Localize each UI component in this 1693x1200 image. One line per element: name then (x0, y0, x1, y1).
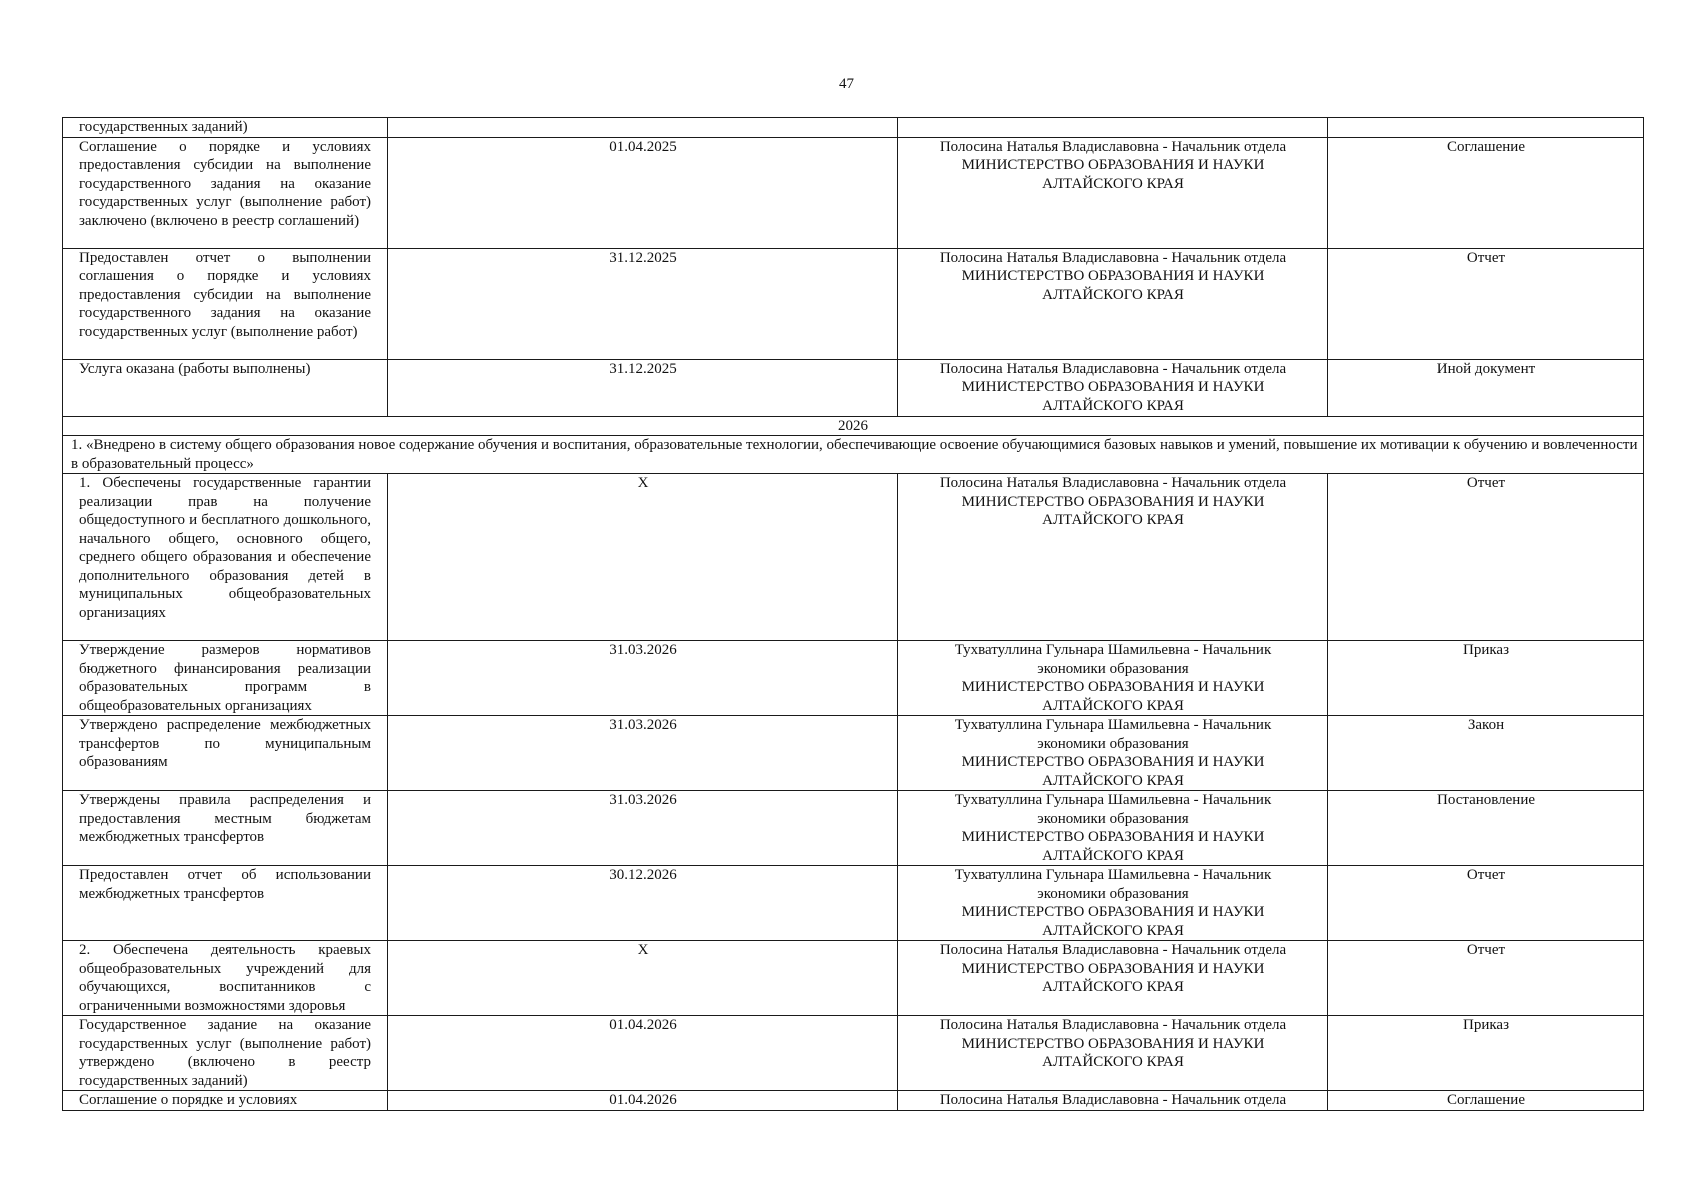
responsible-line: Тухватуллина Гульнара Шамильевна - Начальник (954, 642, 1272, 658)
document-type: Соглашение (1328, 137, 1644, 248)
document-type: Отчет (1328, 866, 1644, 941)
responsible-line: Полосина Наталья Владиславовна - Начальник отдела (939, 249, 1287, 266)
event-description: Утверждено распределение межбюджетных трансфертов по муниципальным образованиям (63, 716, 388, 791)
table-row (63, 1016, 1644, 1091)
table-row (63, 474, 1644, 641)
event-description: Соглашение о порядке и условиях предоставления субсидии на выполнение государственного задания на оказание государственных услуг (выполнение работ) заключено (включено в реестр соглашений) (63, 137, 388, 248)
deadline-date: 01.04.2026 (388, 1091, 898, 1111)
document-type: Постановление (1328, 791, 1644, 866)
responsible-line: Полосина Наталья Владиславовна - Начальник отдела (939, 1092, 1287, 1108)
responsible-person (898, 641, 1328, 716)
table-row (63, 1091, 1644, 1111)
plan-table (62, 117, 1644, 1111)
event-description: Государственное задание на оказание государственных услуг (выполнение работ) утверждено (включено в реестр государственных заданий) (63, 1016, 388, 1091)
responsible-line: АЛТАЙСКОГО КРАЯ (1042, 175, 1184, 192)
document-type: Приказ (1328, 641, 1644, 716)
page-number: 47 (839, 76, 854, 92)
responsible-line: АЛТАЙСКОГО КРАЯ (1042, 979, 1184, 995)
deadline-date: X (388, 941, 898, 1016)
responsible-line: АЛТАЙСКОГО КРАЯ (1042, 922, 1184, 939)
table-row (63, 716, 1644, 791)
responsible-line: МИНИСТЕРСТВО ОБРАЗОВАНИЯ И НАУКИ (961, 157, 1265, 173)
document-type: Отчет (1328, 941, 1644, 1016)
goal-heading: 1. «Внедрено в систему общего образования новое содержание обучения и воспитания, образовательные технологии, обеспечивающие освоение обучающимися базовых навыков и умений, повышение их мотивации к обучению и вовлеченности в образовательный процесс» (63, 436, 1644, 474)
responsible-line: МИНИСТЕРСТВО ОБРАЗОВАНИЯ И НАУКИ (961, 379, 1265, 395)
deadline-date: 31.12.2025 (388, 359, 898, 416)
responsible-person (898, 137, 1328, 248)
responsible-line: АЛТАЙСКОГО КРАЯ (1042, 772, 1184, 789)
table-row (63, 118, 1644, 138)
table-row (63, 359, 1644, 416)
responsible-person (898, 1016, 1328, 1091)
event-description: Предоставлен отчет о выполнении соглашения о порядке и условиях предоставления субсидии на выполнение государственного задания на оказание государственных услуг (выполнение работ) (63, 248, 388, 359)
responsible-line: АЛТАЙСКОГО КРАЯ (1042, 286, 1184, 303)
table-row (63, 137, 1644, 248)
responsible-line: Полосина Наталья Владиславовна - Начальник отдела (939, 942, 1287, 958)
table-row (63, 436, 1644, 474)
deadline-date: 31.03.2026 (388, 641, 898, 716)
deadline-date: 31.12.2025 (388, 248, 898, 359)
document-type: Отчет (1328, 248, 1644, 359)
responsible-line: МИНИСТЕРСТВО ОБРАЗОВАНИЯ И НАУКИ (961, 829, 1265, 845)
document-type: Закон (1328, 716, 1644, 791)
responsible-line: экономики образования (1037, 810, 1189, 827)
responsible-line: МИНИСТЕРСТВО ОБРАЗОВАНИЯ И НАУКИ (961, 493, 1265, 510)
responsible-line: МИНИСТЕРСТВО ОБРАЗОВАНИЯ И НАУКИ (961, 679, 1265, 695)
event-description: Соглашение о порядке и условиях (63, 1091, 388, 1111)
table-row (63, 941, 1644, 1016)
deadline-date: 01.04.2025 (388, 137, 898, 248)
responsible-person (898, 359, 1328, 416)
deadline-date: 30.12.2026 (388, 866, 898, 941)
responsible-person (898, 941, 1328, 1016)
responsible-line: АЛТАЙСКОГО КРАЯ (1042, 847, 1184, 864)
document-type (1328, 118, 1644, 138)
deadline-date: 01.04.2026 (388, 1016, 898, 1091)
event-description: Утверждены правила распределения и предоставления местным бюджетам межбюджетных трансфертов (63, 791, 388, 866)
responsible-line: АЛТАЙСКОГО КРАЯ (1042, 1054, 1184, 1070)
document-type: Отчет (1328, 474, 1644, 641)
responsible-line: экономики образования (1037, 660, 1189, 677)
deadline-date: X (388, 474, 898, 641)
event-description: 2. Обеспечена деятельность краевых общеобразовательных учреждений для обучающихся, воспитанников с ограниченными возможностями здоровья (63, 941, 388, 1016)
responsible-person (898, 118, 1328, 138)
responsible-person (898, 716, 1328, 791)
responsible-line: АЛТАЙСКОГО КРАЯ (1042, 397, 1184, 414)
responsible-person (898, 866, 1328, 941)
table-row (63, 866, 1644, 941)
responsible-line: МИНИСТЕРСТВО ОБРАЗОВАНИЯ И НАУКИ (961, 268, 1265, 284)
responsible-line: МИНИСТЕРСТВО ОБРАЗОВАНИЯ И НАУКИ (961, 1035, 1265, 1052)
document-type: Иной документ (1328, 359, 1644, 416)
event-description: Предоставлен отчет об использовании межбюджетных трансфертов (63, 866, 388, 941)
responsible-line: экономики образования (1037, 735, 1189, 752)
document-type: Соглашение (1328, 1091, 1644, 1111)
deadline-date: 31.03.2026 (388, 791, 898, 866)
responsible-line: Тухватуллина Гульнара Шамильевна - Начальник (954, 792, 1272, 808)
responsible-line: МИНИСТЕРСТВО ОБРАЗОВАНИЯ И НАУКИ (961, 904, 1265, 920)
responsible-line: Тухватуллина Гульнара Шамильевна - Начальник (954, 867, 1272, 883)
document-type: Приказ (1328, 1016, 1644, 1091)
table-row (63, 416, 1644, 436)
responsible-line: АЛТАЙСКОГО КРАЯ (1042, 512, 1184, 528)
responsible-line: Полосина Наталья Владиславовна - Начальник отдела (939, 138, 1287, 155)
responsible-line: МИНИСТЕРСТВО ОБРАЗОВАНИЯ И НАУКИ (961, 960, 1265, 977)
responsible-person (898, 474, 1328, 641)
event-description: государственных заданий) (63, 118, 388, 138)
responsible-line: Полосина Наталья Владиславовна - Начальник отдела (939, 475, 1287, 491)
event-description: Утверждение размеров нормативов бюджетного финансирования реализации образовательных программ в общеобразовательных организациях (63, 641, 388, 716)
responsible-line: экономики образования (1037, 885, 1189, 902)
responsible-line: Тухватуллина Гульнара Шамильевна - Начальник (954, 717, 1272, 733)
responsible-line: Полосина Наталья Владиславовна - Начальник отдела (939, 1017, 1287, 1033)
deadline-date (388, 118, 898, 138)
responsible-line: АЛТАЙСКОГО КРАЯ (1042, 697, 1184, 714)
table-row (63, 641, 1644, 716)
table-row (63, 248, 1644, 359)
deadline-date: 31.03.2026 (388, 716, 898, 791)
event-description: Услуга оказана (работы выполнены) (63, 359, 388, 416)
responsible-person (898, 248, 1328, 359)
responsible-person (898, 791, 1328, 866)
event-description: 1. Обеспечены государственные гарантии реализации прав на получение общедоступного и бесплатного дошкольного, начального общего, основного общего, среднего общего образования и обеспечение дополнительного образования детей в муниципальных общеобразовательных организациях (63, 474, 388, 641)
responsible-person (898, 1091, 1328, 1111)
responsible-line: Полосина Наталья Владиславовна - Начальник отдела (939, 360, 1287, 377)
year-header: 2026 (63, 416, 1644, 436)
table-row (63, 791, 1644, 866)
responsible-line: МИНИСТЕРСТВО ОБРАЗОВАНИЯ И НАУКИ (961, 754, 1265, 770)
